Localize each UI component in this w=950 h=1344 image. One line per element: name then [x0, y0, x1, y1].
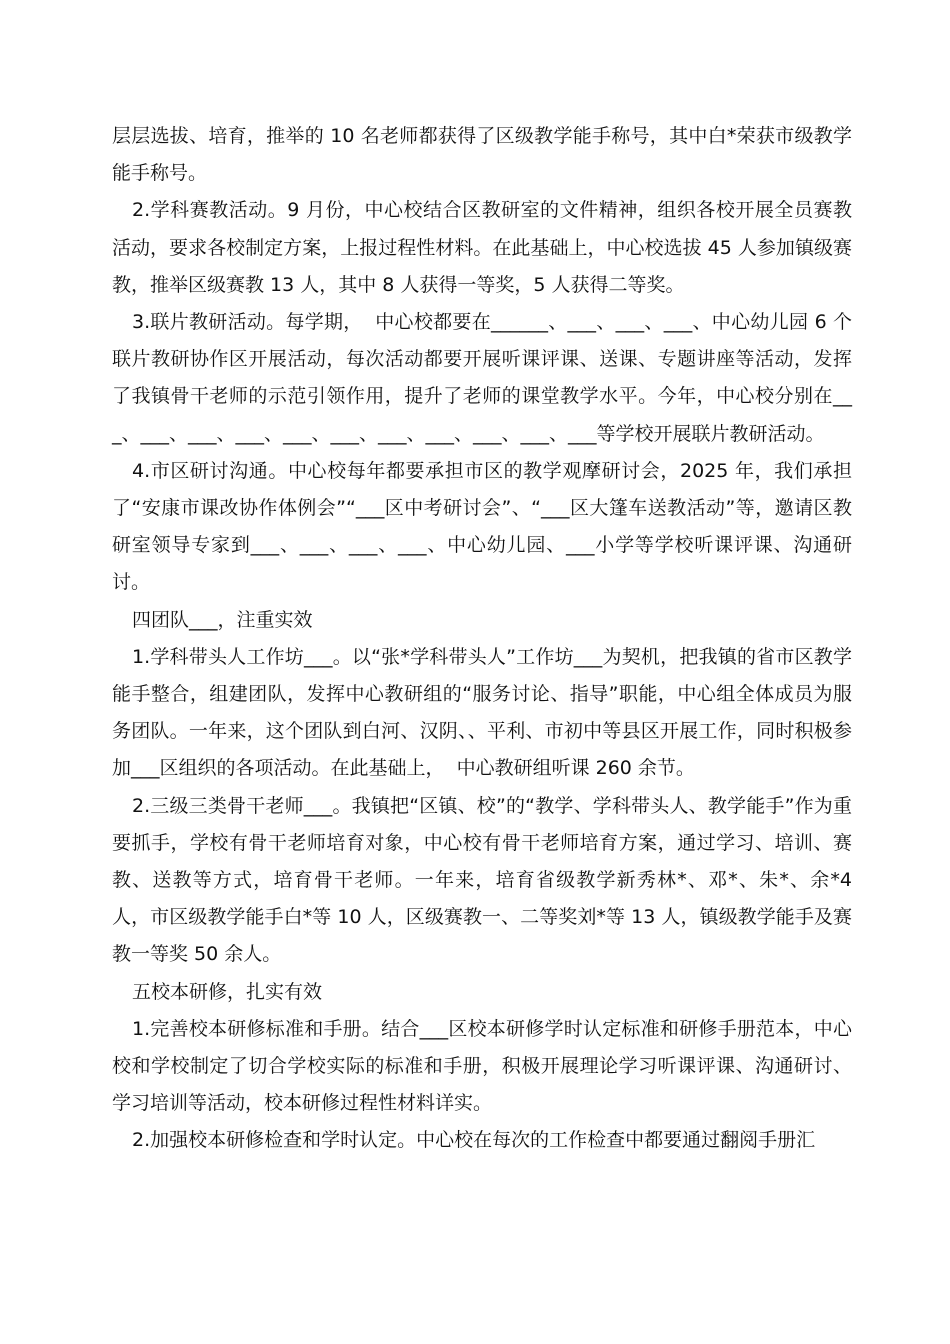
paragraph-inspection: 2.加强校本研修检查和学时认定。中心校在每次的工作检查中都要通过翻阅手册汇 [132, 1129, 816, 1152]
paragraph-continuation: 层层选拔、培育，推举的 10 名老师都获得了区级教学能手称号，其中白*荣获市级教学能手称号。 [112, 125, 852, 185]
section-heading-team: 四团队___，注重实效 [132, 608, 313, 631]
paragraph-improve-standards: 1.完善校本研修标准和手册。结合___区校本研修学时认定标准和研修手册范本，中心校和学校制定了切合学校实际的标准和手册，积极开展理论学习听课评课、沟通研讨、学习培训等活动，校本研修过程性材料详实。 [112, 1017, 852, 1115]
paragraph-city-district-seminar: 4.市区研讨沟通。中心校每年都要承担市区的教学观摩研讨会，2025 年，我们承担了“安康市课改协作体例会”“___区中考研讨会”、“___区大篷车送教活动”等，邀请区教研室领导专家到___、___、___、___、中心幼儿园、___小学等学校听课评课、沟通研讨。 [112, 459, 852, 594]
section-heading-school-training: 五校本研修，扎实有效 [132, 980, 323, 1003]
paragraph-leader-workshop: 1.学科带头人工作坊___。以“张*学科带头人”工作坊___为契机，把我镇的省市区教学能手整合，组建团队，发挥中心教研组的“服务讨论、指导”职能，中心组全体成员为服务团队。一年来，这个团队到白河、汉阴、、平利、市初中等县区开展工作，同时积极参加___区组织的各项活动。在此基础上， 中心教研组听课 260 余节。 [112, 645, 852, 780]
paragraph-joint-research: 3.联片教研活动。每学期， 中心校都要在______、___、___、___、中心幼儿园 6 个联片教研协作区开展活动，每次活动都要开展听课评课、送课、专题讲座等活动，发挥了我镇骨干老师的示范引领作用，提升了老师的课堂教学水平。今年，中心校分别在___、___、___、___、___、___、___、___、___、___、___等学校开展联片教研活动。 [112, 311, 852, 445]
paragraph-subject-teaching-contest: 2.学科赛教活动。9 月份，中心校结合区教研室的文件精神，组织各校开展全员赛教活动，要求各校制定方案，上报过程性材料。在此基础上，中心校选拔 45 人参加镇级赛教，推举区级赛教 13 人，其中 8 人获得一等奖，5 人获得二等奖。 [112, 199, 852, 296]
paragraph-backbone-teachers: 2.三级三类骨干老师___。我镇把“区镇、校”的“教学、学科带头人、教学能手”作为重要抓手，学校有骨干老师培育对象，中心校有骨干老师培育方案，通过学习、培训、赛教、送教等方式，培育骨干老师。一年来，培育省级教学新秀林*、邓*、朱*、余*4 人，市区级教学能手白*等 10 人，区级赛教一、二等奖刘*等 13 人，镇级教学能手及赛教一等奖 50 余人。 [112, 794, 859, 966]
document-body [112, 118, 859, 1160]
